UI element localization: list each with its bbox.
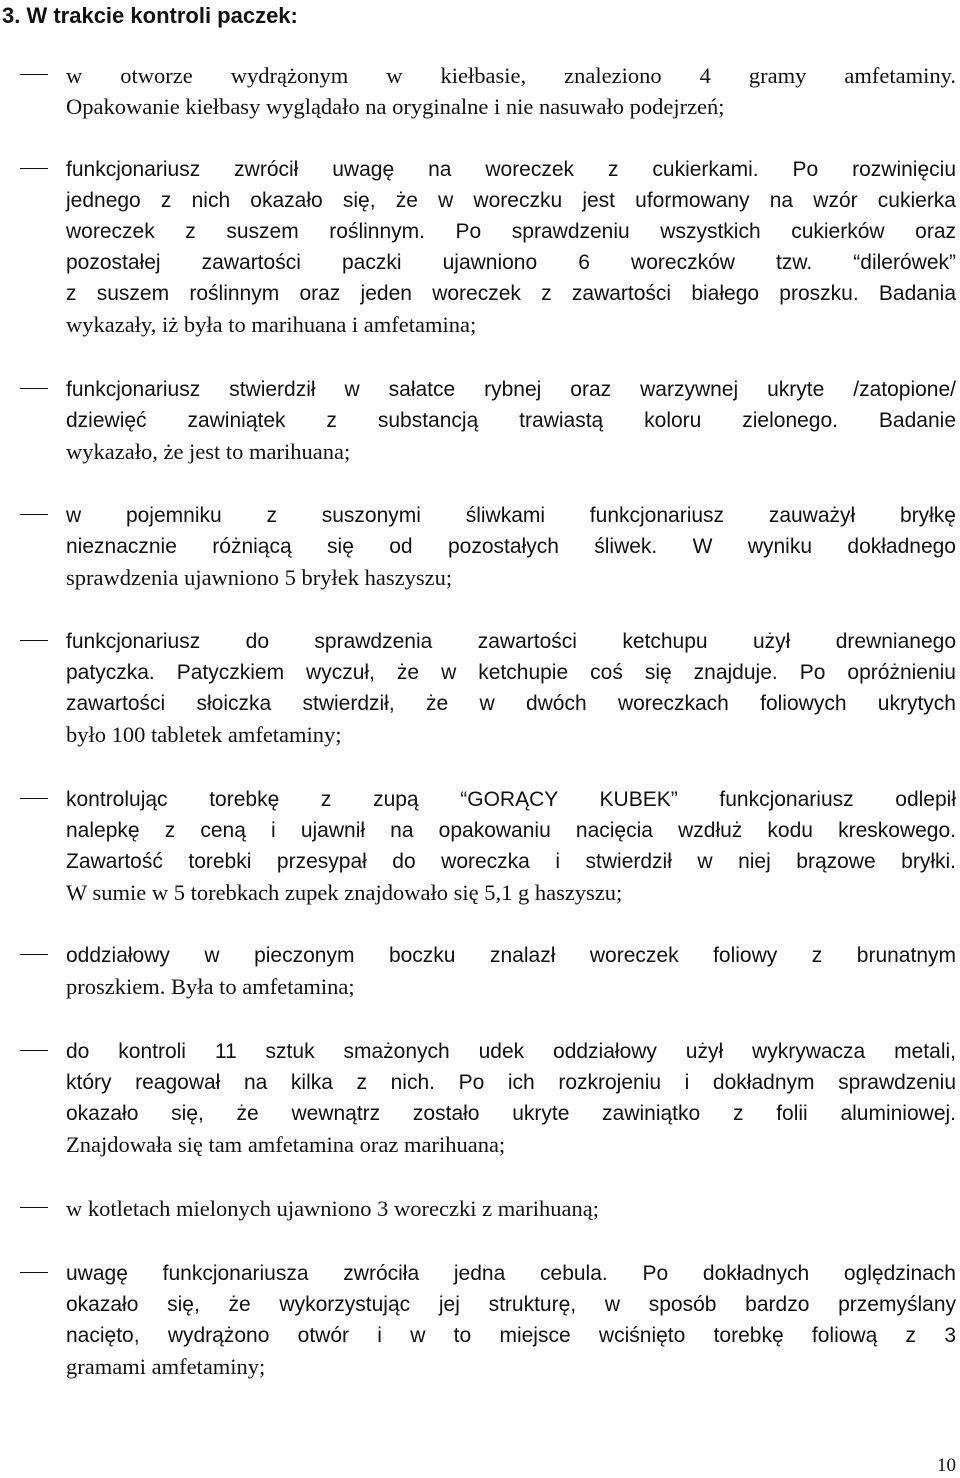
item-line: proszkiem. Była to amfetamina; (66, 974, 355, 999)
item-line: Zawartość torebki przesypał do woreczka i stwierdził w niej brązowe bryłki. (66, 850, 956, 873)
item-line: zawartości słoiczka stwierdził, że w dwóch woreczkach foliowych ukrytych (66, 692, 956, 715)
item-line: nieznacznie różniącą się od pozostałych śliwek. W wyniku dokładnego (66, 535, 956, 558)
dash-bullet (20, 640, 48, 641)
item-line: w otworze wydrążonym w kiełbasie, znaleziono 4 gramy amfetaminy. (66, 63, 956, 88)
dash-bullet (20, 798, 48, 799)
dash-bullet (20, 168, 48, 169)
dash-bullet (20, 954, 48, 955)
item-line: sprawdzenia ujawniono 5 bryłek haszyszu; (66, 565, 453, 590)
page-number: 10 (937, 1455, 956, 1476)
item-line: okazało się, że wykorzystując jej strukturę, w sposób bardzo przemyślany (66, 1293, 956, 1316)
item-line: było 100 tabletek amfetaminy; (66, 722, 342, 747)
item-line: funkcjonariusz zwrócił uwagę na woreczek z cukierkami. Po rozwinięciu (66, 158, 956, 181)
item-line: woreczek z suszem roślinnym. Po sprawdzeniu wszystkich cukierków oraz (66, 220, 956, 243)
dash-bullet (20, 1207, 48, 1208)
dash-bullet (20, 1272, 48, 1273)
dash-bullet (20, 388, 48, 389)
item-line: oddziałowy w pieczonym boczku znalazł woreczek foliowy z brunatnym (66, 944, 956, 967)
dash-bullet (20, 1050, 48, 1051)
item-line: kontrolując torebkę z zupą “GORĄCY KUBEK” funkcjonariusz odlepił (66, 788, 956, 811)
item-line: wykazało, że jest to marihuana; (66, 439, 351, 464)
item-line: jednego z nich okazało się, że w woreczku jest uformowany na wzór cukierka (66, 189, 956, 212)
item-line: uwagę funkcjonariusza zwróciła jedna cebula. Po dokładnych oględzinach (66, 1262, 956, 1285)
dash-bullet (20, 74, 48, 75)
item-line: Opakowanie kiełbasy wyglądało na oryginalne i nie nasuwało podejrzeń; (66, 94, 725, 119)
item-line: do kontroli 11 sztuk smażonych udek oddziałowy użył wykrywacza metali, (66, 1040, 956, 1063)
item-line: funkcjonariusz stwierdził w sałatce rybnej oraz warzywnej ukryte /zatopione/ (66, 378, 956, 401)
item-line: w pojemniku z suszonymi śliwkami funkcjonariusz zauważył bryłkę (66, 504, 956, 527)
item-line: W sumie w 5 torebkach zupek znajdowało się 5,1 g haszyszu; (66, 880, 623, 905)
item-line: funkcjonariusz do sprawdzenia zawartości ketchupu użył drewnianego (66, 630, 956, 653)
dash-bullet (20, 514, 48, 515)
item-line: patyczka. Patyczkiem wyczuł, że w ketchupie coś się znajduje. Po opróżnieniu (66, 661, 956, 684)
item-line: okazało się, że wewnątrz zostało ukryte zawiniątko z folii aluminiowej. (66, 1102, 956, 1125)
item-line: Znajdowała się tam amfetamina oraz marihuana; (66, 1132, 506, 1157)
section-heading: 3. W trakcie kontroli paczek: (2, 3, 298, 28)
item-line: nacięto, wydrążono otwór i w to miejsce wciśnięto torebkę foliową z 3 (66, 1324, 956, 1347)
item-line: w kotletach mielonych ujawniono 3 woreczki z marihuaną; (66, 1196, 599, 1221)
item-line: który reagował na kilka z nich. Po ich rozkrojeniu i dokładnym sprawdzeniu (66, 1071, 956, 1094)
item-line: dziewięć zawiniątek z substancją trawiastą koloru zielonego. Badanie (66, 409, 956, 432)
item-line: z suszem roślinnym oraz jeden woreczek z zawartości białego proszku. Badania (66, 282, 956, 305)
item-line: wykazały, iż była to marihuana i amfetamina; (66, 312, 477, 337)
item-line: pozostałej zawartości paczki ujawniono 6 woreczków tzw. “dilerówek” (66, 251, 956, 274)
item-line: nalepkę z ceną i ujawnił na opakowaniu nacięcia wzdłuż kodu kreskowego. (66, 819, 956, 842)
item-line: gramami amfetaminy; (66, 1354, 266, 1379)
